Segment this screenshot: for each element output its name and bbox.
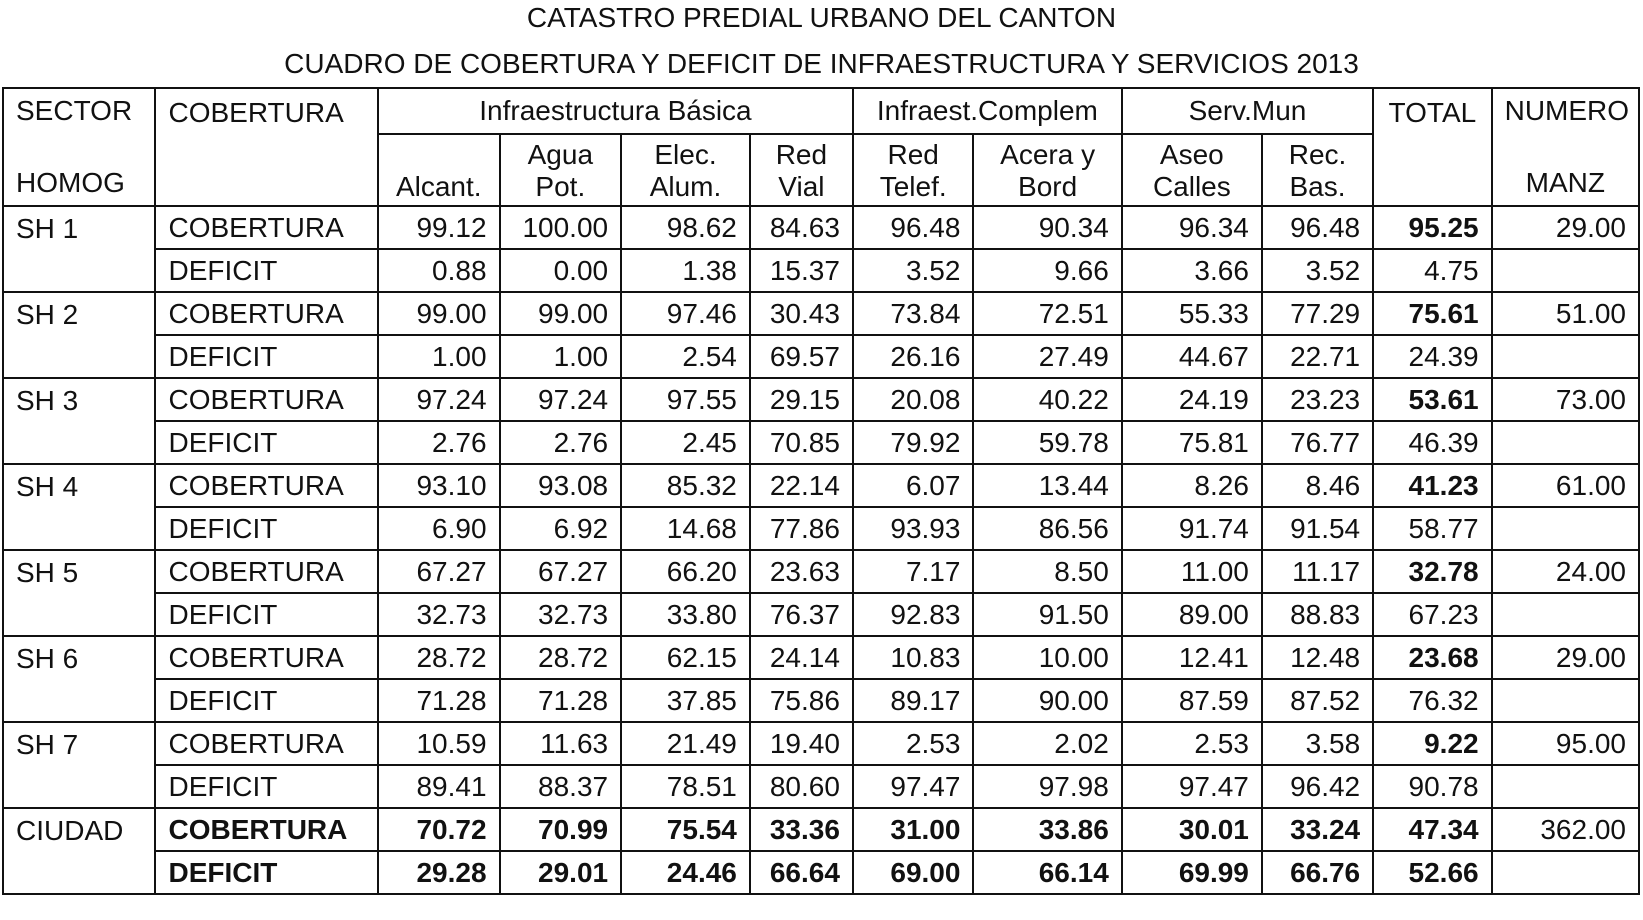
header-subcolumn-line1: Red	[775, 139, 828, 170]
table-row	[3, 206, 1639, 249]
deficit-value: 79.92	[853, 421, 974, 464]
header-group-serv: Serv.Mun	[1122, 88, 1373, 134]
deficit-value: 3.52	[853, 249, 974, 292]
deficit-total: 4.75	[1373, 249, 1491, 292]
deficit-value: 26.16	[853, 335, 974, 378]
deficit-value: 75.81	[1122, 421, 1262, 464]
cobertura-value: 8.50	[973, 550, 1121, 593]
cobertura-total: 41.23	[1373, 464, 1491, 507]
header-numero-bottom: MANZ	[1525, 167, 1605, 198]
cobertura-total: 53.61	[1373, 378, 1491, 421]
cobertura-value: 67.27	[500, 550, 622, 593]
cobertura-value: 3.58	[1262, 722, 1373, 765]
table-row	[3, 292, 1639, 335]
cobertura-label: COBERTURA	[155, 206, 378, 249]
cobertura-value: 8.26	[1122, 464, 1262, 507]
deficit-value: 2.76	[500, 421, 622, 464]
deficit-value: 89.17	[853, 679, 974, 722]
table-row	[3, 636, 1639, 679]
deficit-value: 97.47	[1122, 765, 1262, 808]
cobertura-value: 75.54	[621, 808, 750, 851]
header-subcolumn	[750, 134, 853, 206]
deficit-value: 0.00	[500, 249, 622, 292]
deficit-value: 24.46	[621, 851, 750, 894]
deficit-value: 37.85	[621, 679, 750, 722]
manzanas-count: 73.00	[1492, 378, 1639, 421]
cobertura-value: 93.10	[378, 464, 500, 507]
manzanas-count: 24.00	[1492, 550, 1639, 593]
deficit-value: 92.83	[853, 593, 974, 636]
table-row	[3, 421, 1639, 464]
deficit-value: 66.76	[1262, 851, 1373, 894]
cobertura-value: 99.00	[500, 292, 622, 335]
deficit-label: DEFICIT	[155, 507, 378, 550]
deficit-value: 89.41	[378, 765, 500, 808]
table-row	[3, 593, 1639, 636]
header-total: TOTAL	[1373, 88, 1491, 206]
cobertura-value: 11.00	[1122, 550, 1262, 593]
table-row	[3, 464, 1639, 507]
deficit-total: 52.66	[1373, 851, 1491, 894]
cobertura-value: 19.40	[750, 722, 853, 765]
table-row	[3, 808, 1639, 851]
deficit-value: 88.37	[500, 765, 622, 808]
cobertura-value: 2.53	[1122, 722, 1262, 765]
cobertura-total: 32.78	[1373, 550, 1491, 593]
cobertura-value: 67.27	[378, 550, 500, 593]
coverage-table	[2, 87, 1640, 895]
cobertura-value: 84.63	[750, 206, 853, 249]
deficit-value: 69.99	[1122, 851, 1262, 894]
deficit-value: 87.52	[1262, 679, 1373, 722]
cobertura-value: 7.17	[853, 550, 974, 593]
deficit-label: DEFICIT	[155, 593, 378, 636]
header-subcolumn-line1: Aseo	[1159, 139, 1224, 170]
cobertura-value: 22.14	[750, 464, 853, 507]
cobertura-value: 11.63	[500, 722, 622, 765]
sector-name: SH 3	[3, 378, 155, 464]
cobertura-value: 96.48	[1262, 206, 1373, 249]
header-numero	[1492, 88, 1639, 206]
cobertura-label: COBERTURA	[155, 636, 378, 679]
deficit-value: 69.57	[750, 335, 853, 378]
deficit-value: 3.66	[1122, 249, 1262, 292]
sector-name: SH 4	[3, 464, 155, 550]
deficit-value: 77.86	[750, 507, 853, 550]
manzanas-count: 61.00	[1492, 464, 1639, 507]
deficit-value: 2.54	[621, 335, 750, 378]
cobertura-label: COBERTURA	[155, 550, 378, 593]
cobertura-value: 96.48	[853, 206, 974, 249]
manzanas-empty	[1492, 335, 1639, 378]
header-subcolumn-line2: Calles	[1152, 171, 1231, 202]
deficit-value: 1.00	[378, 335, 500, 378]
deficit-value: 97.47	[853, 765, 974, 808]
manzanas-count: 95.00	[1492, 722, 1639, 765]
deficit-value: 32.73	[500, 593, 622, 636]
manzanas-count: 362.00	[1492, 808, 1639, 851]
header-sector	[3, 88, 155, 206]
cobertura-value: 97.24	[378, 378, 500, 421]
cobertura-value: 10.00	[973, 636, 1121, 679]
cobertura-value: 11.17	[1262, 550, 1373, 593]
deficit-value: 22.71	[1262, 335, 1373, 378]
cobertura-label: COBERTURA	[155, 292, 378, 335]
deficit-total: 24.39	[1373, 335, 1491, 378]
deficit-value: 27.49	[973, 335, 1121, 378]
cobertura-value: 100.00	[500, 206, 622, 249]
cobertura-value: 2.53	[853, 722, 974, 765]
deficit-value: 44.67	[1122, 335, 1262, 378]
header-subcolumn-line2: Bord	[1018, 171, 1078, 202]
cobertura-value: 29.15	[750, 378, 853, 421]
deficit-value: 15.37	[750, 249, 853, 292]
deficit-value: 87.59	[1122, 679, 1262, 722]
sector-name: SH 5	[3, 550, 155, 636]
header-subcolumn	[1262, 134, 1373, 206]
manzanas-count: 29.00	[1492, 206, 1639, 249]
cobertura-total: 47.34	[1373, 808, 1491, 851]
deficit-value: 91.50	[973, 593, 1121, 636]
deficit-value: 71.28	[500, 679, 622, 722]
cobertura-value: 10.59	[378, 722, 500, 765]
deficit-value: 33.80	[621, 593, 750, 636]
cobertura-value: 99.00	[378, 292, 500, 335]
header-sector-bottom: HOMOG	[16, 167, 125, 198]
cobertura-total: 95.25	[1373, 206, 1491, 249]
cobertura-value: 99.12	[378, 206, 500, 249]
header-subcolumn	[973, 134, 1121, 206]
deficit-value: 66.64	[750, 851, 853, 894]
sector-name: SH 1	[3, 206, 155, 292]
header-subcolumn	[853, 134, 974, 206]
cobertura-total: 23.68	[1373, 636, 1491, 679]
deficit-value: 3.52	[1262, 249, 1373, 292]
cobertura-value: 24.14	[750, 636, 853, 679]
cobertura-value: 28.72	[500, 636, 622, 679]
cobertura-value: 20.08	[853, 378, 974, 421]
deficit-value: 6.92	[500, 507, 622, 550]
cobertura-value: 12.41	[1122, 636, 1262, 679]
manzanas-empty	[1492, 249, 1639, 292]
cobertura-value: 77.29	[1262, 292, 1373, 335]
deficit-total: 46.39	[1373, 421, 1491, 464]
deficit-label: DEFICIT	[155, 249, 378, 292]
cobertura-value: 33.36	[750, 808, 853, 851]
cobertura-value: 98.62	[621, 206, 750, 249]
header-subcolumn-line2: Telef.	[879, 171, 947, 202]
deficit-total: 58.77	[1373, 507, 1491, 550]
cobertura-value: 70.72	[378, 808, 500, 851]
cobertura-value: 23.63	[750, 550, 853, 593]
cobertura-value: 12.48	[1262, 636, 1373, 679]
table-row	[3, 507, 1639, 550]
cobertura-value: 70.99	[500, 808, 622, 851]
cobertura-value: 66.20	[621, 550, 750, 593]
cobertura-value: 85.32	[621, 464, 750, 507]
manzanas-count: 29.00	[1492, 636, 1639, 679]
table-row	[3, 851, 1639, 894]
header-subcolumn-line2: Alum.	[649, 171, 722, 202]
deficit-value: 86.56	[973, 507, 1121, 550]
cobertura-value: 96.34	[1122, 206, 1262, 249]
cobertura-value: 55.33	[1122, 292, 1262, 335]
cobertura-value: 40.22	[973, 378, 1121, 421]
cobertura-label: COBERTURA	[155, 378, 378, 421]
deficit-value: 93.93	[853, 507, 974, 550]
cobertura-value: 21.49	[621, 722, 750, 765]
deficit-label: DEFICIT	[155, 851, 378, 894]
cobertura-value: 93.08	[500, 464, 622, 507]
deficit-label: DEFICIT	[155, 765, 378, 808]
deficit-value: 76.37	[750, 593, 853, 636]
sector-name: SH 6	[3, 636, 155, 722]
page-title: CATASTRO PREDIAL URBANO DEL CANTON	[526, 2, 1117, 33]
deficit-label: DEFICIT	[155, 679, 378, 722]
deficit-value: 91.54	[1262, 507, 1373, 550]
cobertura-value: 28.72	[378, 636, 500, 679]
cobertura-label: COBERTURA	[155, 722, 378, 765]
header-subcolumn-line1: Agua	[527, 139, 594, 170]
cobertura-value: 2.02	[973, 722, 1121, 765]
manzanas-count: 51.00	[1492, 292, 1639, 335]
deficit-value: 29.01	[500, 851, 622, 894]
deficit-value: 2.45	[621, 421, 750, 464]
deficit-total: 90.78	[1373, 765, 1491, 808]
deficit-value: 78.51	[621, 765, 750, 808]
deficit-value: 29.28	[378, 851, 500, 894]
deficit-value: 1.00	[500, 335, 622, 378]
deficit-value: 66.14	[973, 851, 1121, 894]
table-row	[3, 550, 1639, 593]
header-subcolumn-line1: Red	[887, 139, 939, 170]
header-subcolumn-line2: Bas.	[1289, 171, 1346, 202]
manzanas-empty	[1492, 593, 1639, 636]
manzanas-empty	[1492, 765, 1639, 808]
header-subcolumn-line1	[391, 139, 487, 171]
cobertura-value: 33.86	[973, 808, 1121, 851]
cobertura-value: 97.55	[621, 378, 750, 421]
header-subcolumn	[500, 134, 622, 206]
deficit-value: 71.28	[378, 679, 500, 722]
cobertura-value: 97.46	[621, 292, 750, 335]
cobertura-label: COBERTURA	[155, 808, 378, 851]
cobertura-value: 8.46	[1262, 464, 1373, 507]
header-subcolumn	[378, 134, 500, 206]
deficit-total: 76.32	[1373, 679, 1491, 722]
header-cobertura: COBERTURA	[155, 88, 378, 206]
cobertura-value: 23.23	[1262, 378, 1373, 421]
header-sector-top: SECTOR	[16, 95, 133, 126]
table-row	[3, 679, 1639, 722]
deficit-value: 69.00	[853, 851, 974, 894]
header-subcolumn-line1: Elec.	[654, 139, 717, 170]
header-numero-top: NUMERO	[1504, 95, 1630, 126]
deficit-label: DEFICIT	[155, 335, 378, 378]
manzanas-empty	[1492, 421, 1639, 464]
deficit-value: 88.83	[1262, 593, 1373, 636]
header-subcolumn-line2: Vial	[778, 171, 825, 202]
cobertura-value: 33.24	[1262, 808, 1373, 851]
table-row	[3, 765, 1639, 808]
cobertura-value: 90.34	[973, 206, 1121, 249]
table-row	[3, 249, 1639, 292]
table-row	[3, 722, 1639, 765]
cobertura-value: 73.84	[853, 292, 974, 335]
deficit-value: 96.42	[1262, 765, 1373, 808]
deficit-total: 67.23	[1373, 593, 1491, 636]
deficit-value: 97.98	[973, 765, 1121, 808]
cobertura-value: 13.44	[973, 464, 1121, 507]
header-subcolumn-line1: Rec.	[1288, 139, 1347, 170]
cobertura-value: 31.00	[853, 808, 974, 851]
manzanas-empty	[1492, 851, 1639, 894]
deficit-value: 1.38	[621, 249, 750, 292]
table-row	[3, 335, 1639, 378]
deficit-value: 75.86	[750, 679, 853, 722]
header-subcolumn-line2: Alcant.	[395, 171, 482, 202]
deficit-value: 91.74	[1122, 507, 1262, 550]
header-subcolumn	[621, 134, 750, 206]
manzanas-empty	[1492, 507, 1639, 550]
cobertura-total: 75.61	[1373, 292, 1491, 335]
cobertura-value: 30.01	[1122, 808, 1262, 851]
deficit-value: 14.68	[621, 507, 750, 550]
cobertura-value: 10.83	[853, 636, 974, 679]
cobertura-total: 9.22	[1373, 722, 1491, 765]
header-group-complem: Infraest.Complem	[853, 88, 1122, 134]
deficit-value: 0.88	[378, 249, 500, 292]
cobertura-value: 30.43	[750, 292, 853, 335]
deficit-value: 80.60	[750, 765, 853, 808]
header-subcolumn	[1122, 134, 1262, 206]
cobertura-value: 62.15	[621, 636, 750, 679]
deficit-value: 76.77	[1262, 421, 1373, 464]
cobertura-label: COBERTURA	[155, 464, 378, 507]
page-subtitle: CUADRO DE COBERTURA Y DEFICIT DE INFRAESTRUCTURA Y SERVICIOS 2013	[284, 48, 1359, 79]
deficit-value: 90.00	[973, 679, 1121, 722]
deficit-value: 70.85	[750, 421, 853, 464]
manzanas-empty	[1492, 679, 1639, 722]
deficit-value: 32.73	[378, 593, 500, 636]
deficit-value: 9.66	[973, 249, 1121, 292]
header-group-basica: Infraestructura Básica	[378, 88, 853, 134]
deficit-value: 89.00	[1122, 593, 1262, 636]
sector-name: SH 2	[3, 292, 155, 378]
cobertura-value: 97.24	[500, 378, 622, 421]
header-subcolumn-line1: Acera y	[1000, 139, 1096, 170]
cobertura-value: 72.51	[973, 292, 1121, 335]
sector-name: CIUDAD	[3, 808, 155, 894]
header-subcolumn-line2: Pot.	[535, 171, 586, 202]
deficit-label: DEFICIT	[155, 421, 378, 464]
cobertura-value: 24.19	[1122, 378, 1262, 421]
deficit-value: 59.78	[973, 421, 1121, 464]
table-row	[3, 378, 1639, 421]
sector-name: SH 7	[3, 722, 155, 808]
cobertura-value: 6.07	[853, 464, 974, 507]
deficit-value: 6.90	[378, 507, 500, 550]
deficit-value: 2.76	[378, 421, 500, 464]
